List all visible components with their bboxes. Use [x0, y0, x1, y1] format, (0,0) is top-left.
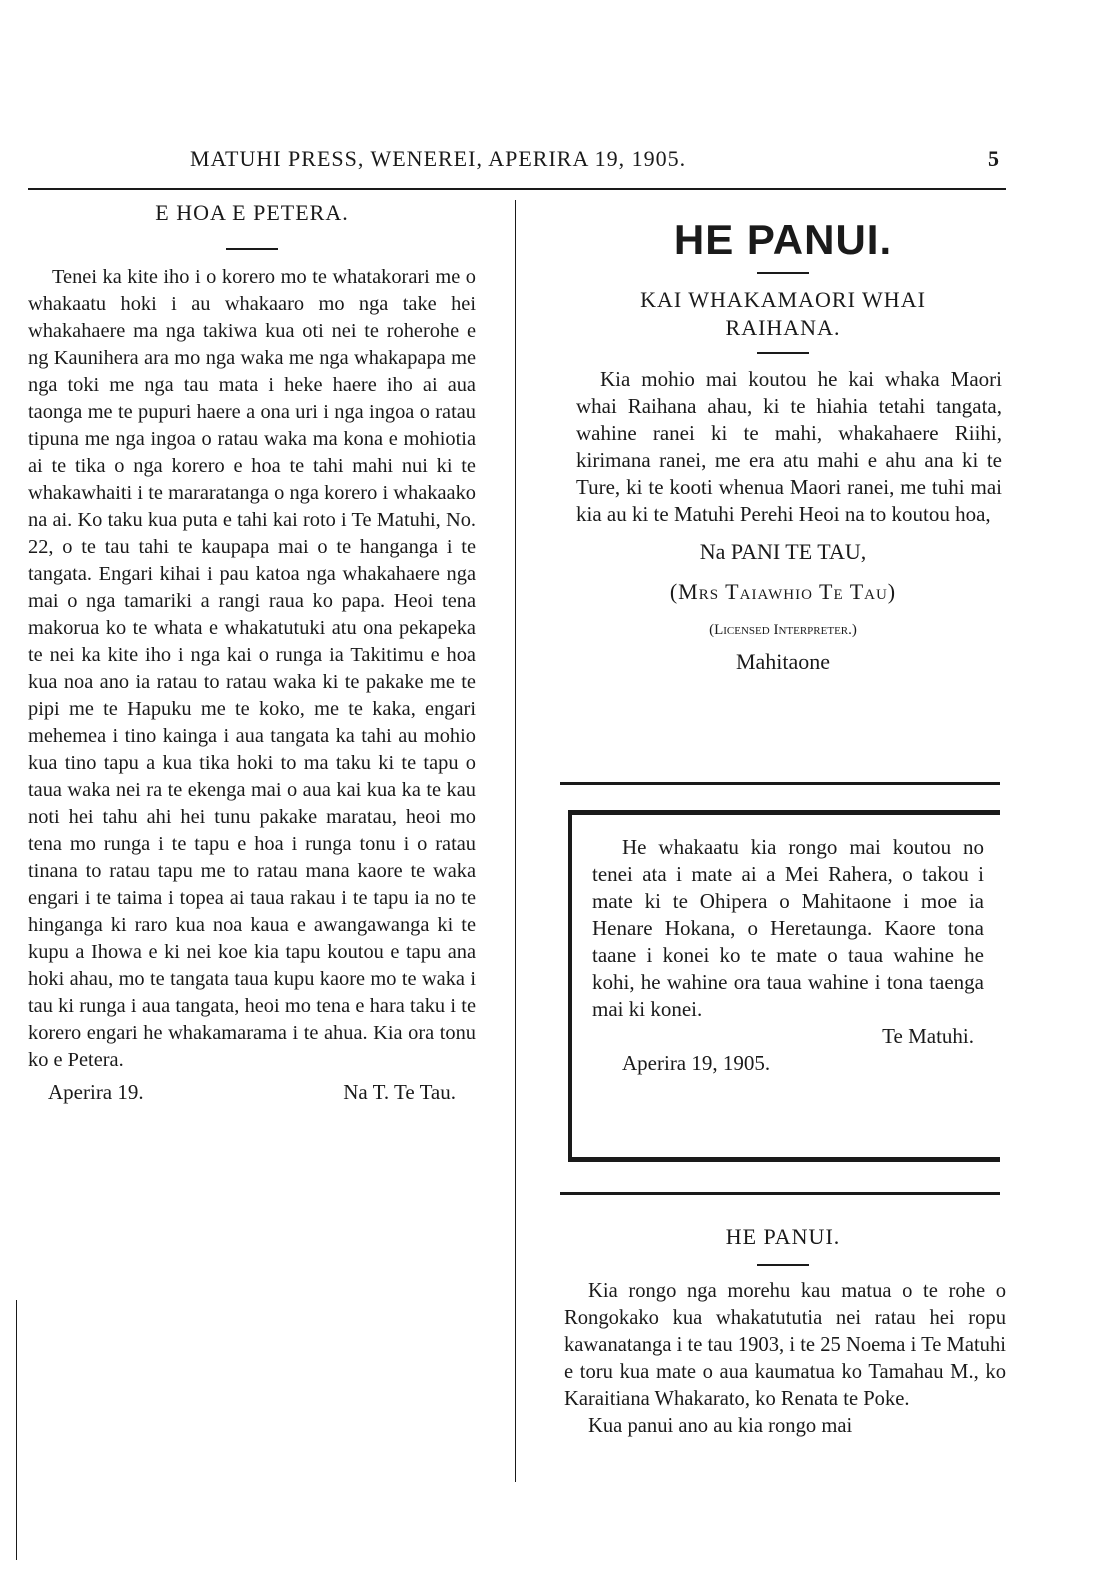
notice3	[560, 1224, 1006, 1440]
title-dash	[226, 248, 278, 250]
notice1-subtitle: KAI WHAKAMAORI WHAI RAIHANA.	[640, 287, 926, 340]
notice1-title: HE PANUI.	[673, 216, 893, 263]
death-notice-date: Aperira 19, 1905.	[622, 1051, 771, 1075]
article-signature: Na T. Te Tau.	[343, 1080, 456, 1104]
notice1-credential: (Licensed Interpreter.)	[709, 622, 857, 638]
article-date: Aperira 19.	[48, 1080, 144, 1104]
death-notice-body	[592, 834, 984, 1077]
column-divider	[515, 200, 516, 1482]
death-notice-paragraph: He whakaatu kia rongo mai koutou no tenei ata i mate ai a Mei Rahera, o takou i mate ki te Ohipera o Mahitaone i moe ia Henare Hokana, o Heretaunga. Kaore tona taane i konei ko te mate o taua wahine he kohi, he wahine ora taua wahine i tona taenga mai ki konei.	[592, 835, 984, 1021]
article-signoff	[28, 1080, 476, 1105]
article-body	[28, 264, 476, 1074]
notice1-end-rule	[560, 782, 1000, 785]
left-column	[28, 200, 476, 1105]
notice3-body	[560, 1278, 1006, 1440]
notice3-paragraph: Kua panui ano au kia rongo mai	[588, 1415, 853, 1437]
notice1-body	[560, 366, 1006, 528]
notice1-place: Mahitaone	[735, 649, 831, 674]
notice1-paragraph: Kia mohio mai koutou he kai whaka Maori whai Raihana ahau, ki te hiahia tetahi tangata, wahine ranei ki te mahi, whakahaere Riihi, kirimana ranei, me era atu mahi e ahu ana ki te Ture, ki te kooti whenua Maori ranei, me tuhi mai kia au ki te Matuhi Perehi Heoi na to koutou hoa,	[576, 367, 1002, 526]
death-notice-box	[568, 810, 1000, 1162]
running-header: MATUHI PRESS, WENEREI, APERIRA 19, 1905.	[190, 146, 687, 171]
notice-box-top-bar	[568, 810, 1000, 815]
notice1-signer: Na PANI TE TAU,	[699, 539, 867, 564]
notice3-paragraph: Kia rongo nga morehu kau matua o te rohe o Rongokako kua whakatututia nei ratau hei ropu kawanatanga i te tau 1903, i te 25 Noema i Te Matuhi e toru kua mate o aua kaumatua ko Tamahau M., ko Karaitiana Whakarato, ko Renata te Poke.	[564, 1280, 1006, 1410]
right-column	[560, 200, 1006, 678]
notice3-dash	[757, 1264, 809, 1266]
page-number: 5	[988, 146, 999, 171]
notice1-dash-top	[757, 272, 809, 274]
notice3-title: HE PANUI.	[725, 1224, 841, 1249]
notice-box-bottom-bar	[568, 1157, 1000, 1162]
header-rule	[28, 188, 1006, 190]
left-margin-rule	[16, 1300, 17, 1560]
article-title: E HOA E PETERA.	[155, 200, 349, 225]
notice2-end-rule	[560, 1192, 1000, 1195]
notice1-dash-bottom	[757, 352, 809, 354]
notice1-signer-alias: (Mrs Taiawhio Te Tau)	[669, 579, 897, 604]
article-paragraph: Tenei ka kite iho i o korero mo te whatakorari me o whakaatu hoki i au whakaaro mo nga take hei whakahaere ma nga takiwa kua oti nei te roherohe e ng Kaunihera ara mo nga waka me nga whakapapa me nga toki me nga tau mata i heke haere iho ai aua taonga me te pupuri haere a ona uri i nga ingoa o ratau tipuna me nga ingoa o ratau waka ma kona e mohiotia ai te tika o nga korero e hoa te tahi mahi nui ki te whakawhaiti i te mararatanga o nga korero i whakaako na ai. Ko taku kua puta e tahi kai roto i Te Matuhi, No. 22, o te tau tahi te kaupapa mai o te hanganga i te tangata. Engari kihai i pau katoa nga whakahaere nga mai o nga tamariki a rangi raua ko papa. Heoi tena makorua ko te whata e whakatutuki atu ona pekapeka te nei ka kite iho i nga kai o runga ia Takitimu e hoa kua noa ano ia ratau to ratau waka ki te pakake me te pipi me te Hapuku me te koko, me te kaka, engari mehemea i tino kainga i aua tangata ka tahi au mohio kua tino tapu a kua tika hoki to ma taku ki te tapu o taua waka nei ra te ekenga mai o aua kai kua ka te kau noti hei tahu ahi hei tunu pakake maratau, heoi mo tena mo runga i te tapu e hoa i runga tonu i o ratau tinana to ratau tapu me to ratau mana kaore te waka engari i te taima i topea ai taua rakau i te tapu ia no te hinganga ki raro kua noa kaua e awangawanga ki te kupu a Ihowa e ki nei koe kia tapu koutou e tapu ana hoki ahau, mo te tangata taua kupu kaore mo te waka i tau ki runga i aua tangata, heoi mo tena e hara taku i te korero engari he whakamarama i te ahua. Kia ora tonu ko e Petera.	[28, 266, 476, 1071]
death-notice-signature: Te Matuhi.	[882, 1024, 974, 1048]
